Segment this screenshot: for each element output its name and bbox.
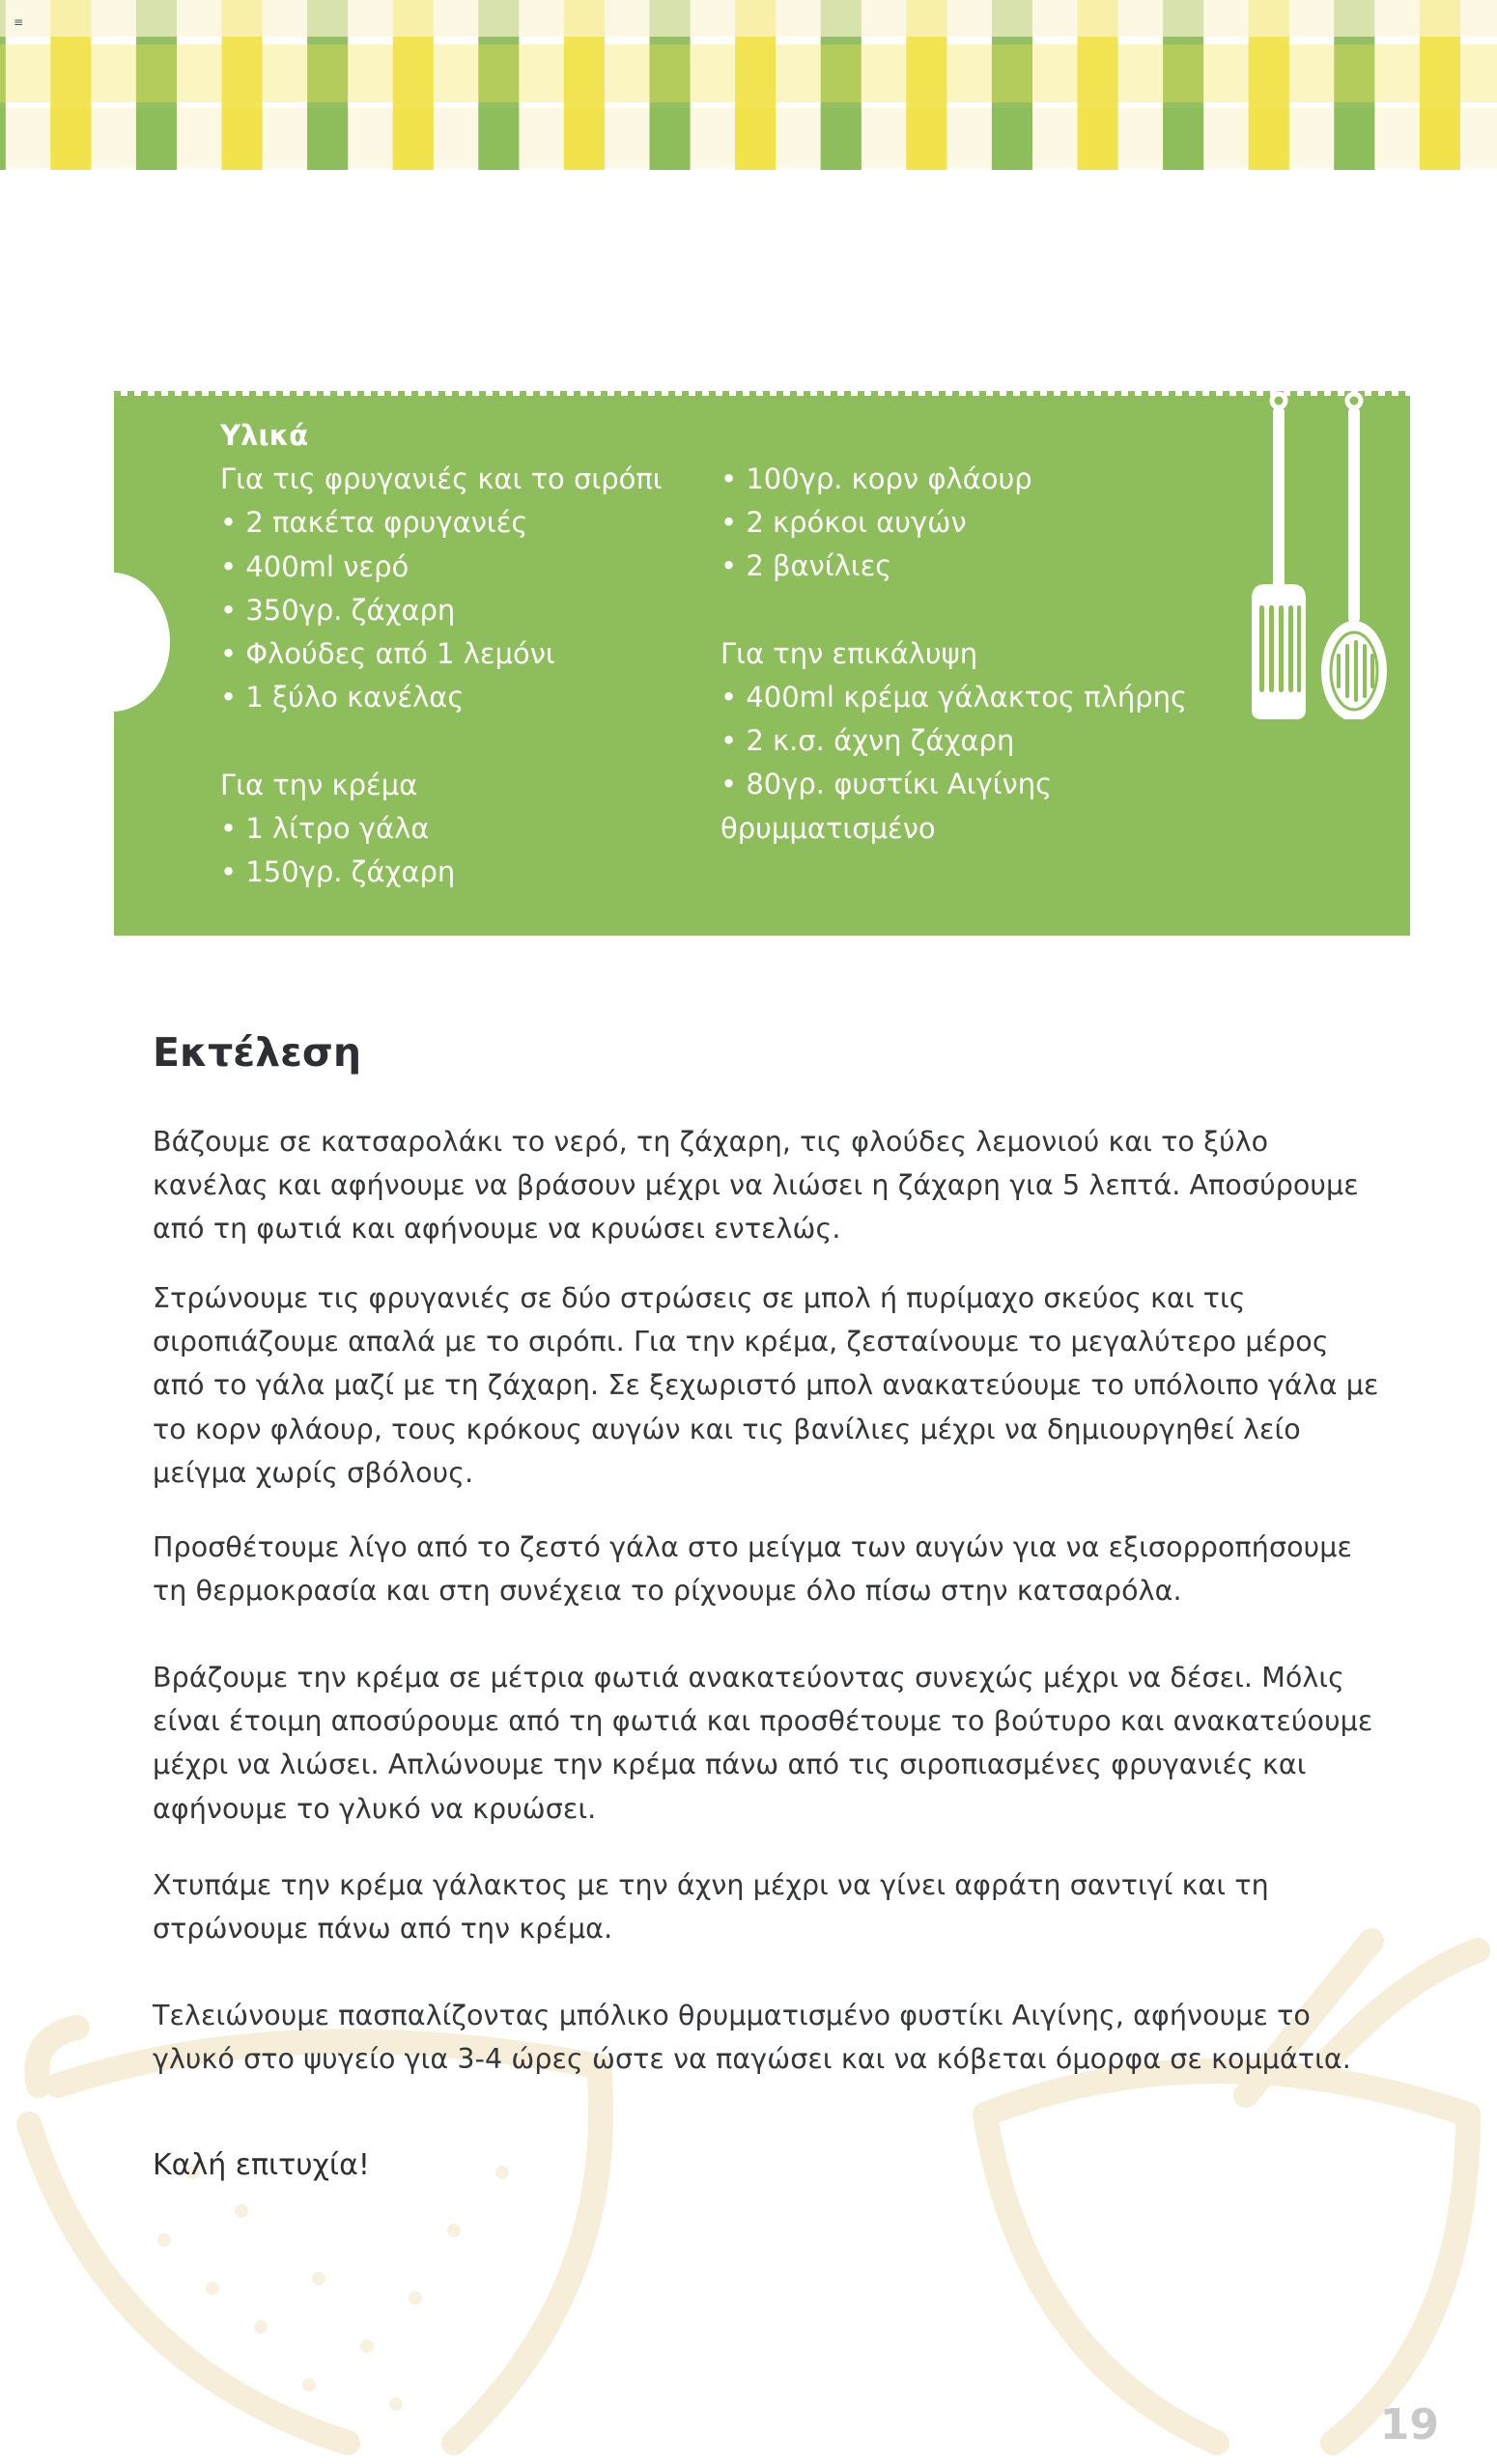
instructions-paragraph: Χτυπάμε την κρέμα γάλακτος με την άχνη μέχρι να γίνει αφράτη σαντιγί και τη στρώνουμε πάνω από την κρέμα. (153, 1869, 1269, 1946)
card-notch (114, 573, 170, 712)
ingredient-item: • 2 κ.σ. άχνη ζάχαρη (720, 724, 1015, 758)
slotted-spoon-icon (1321, 394, 1387, 719)
ingredient-item: • Φλούδες από 1 λεμόνι (220, 637, 555, 671)
card-dashed-edge (114, 391, 1410, 399)
instructions-paragraph: Στρώνουμε τις φρυγανιές σε δύο στρώσεις σε μπολ ή πυρίμαχο σκεύος και τις σιροπιάζουμε απαλά με το σιρόπι. Για την κρέμα, ζεσταίνουμε το μεγαλύτερο μέρος από το γάλα μαζί με τη ζάχαρη. Σε ξεχωριστό μπολ ανακατεύουμε το υπόλοιπο γάλα με το κορν φλάουρ, τους κρόκους αυγών και τις βανίλιες μέχρι να δημιουργηθεί λείο μείγμα χωρίς σβόλους. (153, 1282, 1379, 1489)
page-number: 19 (1379, 2400, 1439, 2450)
plaid-banner (0, 0, 1497, 212)
ingredients-right-column (720, 458, 1187, 851)
ingredient-item: • 80γρ. φυστίκι Αιγίνης (720, 768, 1053, 801)
closing-wish: Καλή επιτυχία! (153, 2148, 370, 2182)
ingredient-item: • 1 λίτρο γάλα (220, 811, 430, 845)
instructions-paragraph: Βάζουμε σε κατσαρολάκι το νερό, τη ζάχαρη, τις φλούδες λεμονιού και το ξύλο κανέλας και αφήνουμε να βράσουν μέχρι να λιώσει η ζάχαρη για 5 λεπτά. Αποσύρουμε από τη φωτιά και αφήνουμε να κρυώσει εντελώς. (153, 1126, 1359, 1246)
instructions-title: Εκτέλεση (153, 1029, 362, 1076)
ingredient-item: • 1 ξύλο κανέλας (220, 681, 465, 714)
ingredient-item: • 2 πακέτα φρυγανιές (220, 506, 528, 540)
menu-icon[interactable]: ≡ (14, 15, 24, 29)
ingredient-subheading: Για την επικάλυψη (720, 636, 978, 670)
spatula-icon (1252, 394, 1306, 719)
instructions-section (153, 1023, 1379, 2182)
ingredient-item: • 150γρ. ζάχαρη (220, 855, 456, 889)
ingredients-card (114, 391, 1410, 936)
utensils-illustration (1234, 391, 1408, 719)
ingredient-item: • 400ml κρέμα γάλακτος πλήρης (720, 681, 1188, 714)
ingredient-subheading: Για τις φρυγανιές και το σιρόπι (220, 462, 663, 496)
ingredient-item: • 400ml νερό (220, 549, 410, 583)
instructions-paragraph: Προσθέτουμε λίγο από το ζεστό γάλα στο μείγμα των αυγών για να εξισορροπήσουμε τη θερμοκρασία και στη συνέχεια το ρίχνουμε όλο πίσω στην κατσαρόλα. (153, 1531, 1352, 1608)
ingredient-item: • 100γρ. κορν φλάουρ (720, 462, 1032, 495)
instructions-paragraph: Τελειώνουμε πασπαλίζοντας μπόλικο θρυμματισμένο φυστίκι Αιγίνης, αφήνουμε το γλυκό στο ψυγείο για 3-4 ώρες ώστε να παγώσει και να κόβεται όμορφα σε κομμάτια. (153, 2000, 1351, 2076)
ingredients-left-column (220, 414, 663, 894)
ingredient-spacer (720, 589, 1187, 632)
ingredients-title: Υλικά (220, 419, 309, 452)
ingredient-item: • 2 βανίλιες (720, 549, 892, 583)
ingredient-subheading: θρυμματισμένο (720, 811, 936, 845)
instructions-paragraph: Βράζουμε την κρέμα σε μέτρια φωτιά ανακατεύοντας συνεχώς μέχρι να δέσει. Μόλις είναι έτοιμη αποσύρουμε από τη φωτιά και προσθέτουμε το βούτυρο και ανακατεύουμε μέχρι να λιώσει. Απλώνουμε την κρέμα πάνω από τις σιροπιασμένες φρυγανιές και αφήνουμε το γλυκό να κρυώσει. (153, 1662, 1373, 1825)
ingredient-subheading: Για την κρέμα (220, 768, 418, 801)
ingredient-item: • 2 κρόκοι αυγών (720, 506, 967, 540)
ingredient-spacer (220, 719, 663, 763)
ingredient-item: • 350γρ. ζάχαρη (220, 593, 456, 627)
